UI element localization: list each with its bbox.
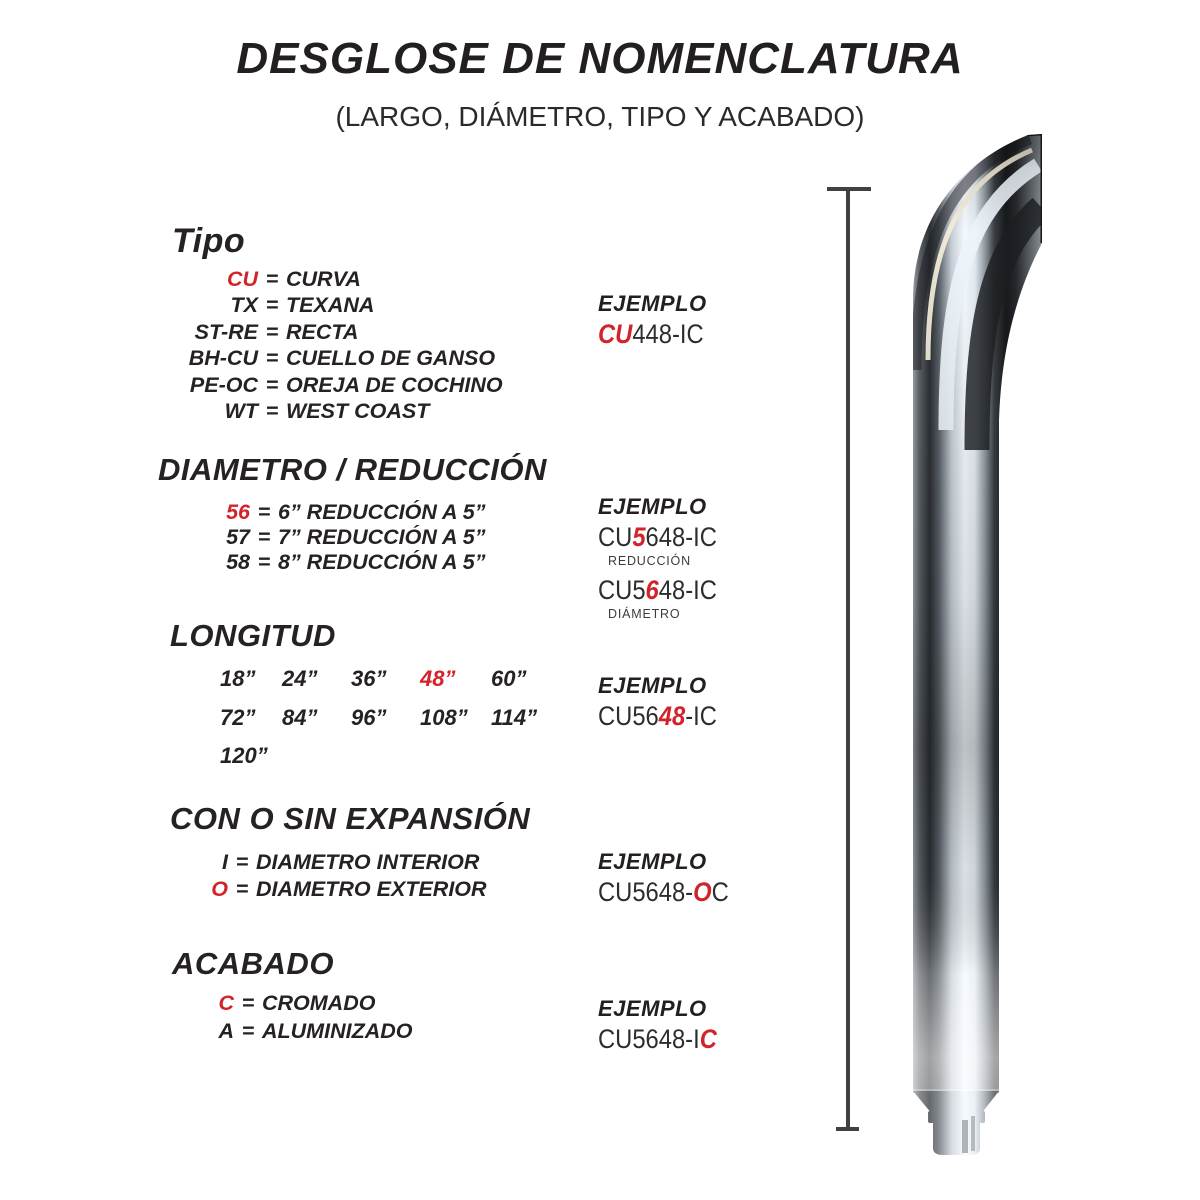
page-subtitle: (LARGO, DIÁMETRO, TIPO Y ACABADO) (335, 101, 865, 132)
example-caption-diametro: DIÁMETRO (608, 607, 681, 621)
length-value: 24” (282, 666, 318, 691)
example-label: EJEMPLO (598, 673, 707, 698)
equals-sign: = (265, 293, 279, 318)
section-heading-tipo: Tipo (172, 222, 246, 260)
length-value: 114” (491, 704, 538, 730)
example-block-diametro (598, 494, 733, 628)
diametro-code: 58 (226, 550, 250, 574)
tipo-row (170, 266, 503, 292)
example-code (598, 319, 704, 350)
example-code (598, 575, 717, 606)
example-code-highlight: CU (598, 319, 633, 349)
equals-sign: = (257, 500, 271, 524)
diametro-code: 56 (226, 500, 250, 524)
tipo-row (170, 345, 503, 371)
example-code-highlight: C (699, 1024, 717, 1054)
section-heading-diametro: DIAMETRO / REDUCCIÓN (158, 452, 547, 487)
example-code-pre: CU5648-I (598, 1024, 700, 1054)
acabado-desc: ALUMINIZADO (262, 1019, 413, 1043)
example-label: EJEMPLO (598, 291, 707, 316)
equals-sign: = (241, 991, 255, 1015)
example-code-rest: C (711, 877, 729, 907)
diametro-row (170, 500, 485, 525)
page-title: DESGLOSE DE NOMENCLATURA (236, 34, 964, 83)
expansion-row (170, 876, 487, 903)
length-value: 36” (351, 666, 387, 691)
example-label: EJEMPLO (598, 849, 707, 874)
exhaust-stack-illustration (905, 128, 1050, 1160)
example-code-rest: 48-IC (658, 575, 717, 605)
tipo-desc: RECTA (286, 319, 359, 344)
equals-sign: = (265, 267, 279, 291)
longitud-values-grid (220, 660, 561, 776)
acabado-row (170, 989, 412, 1017)
example-code-rest: -IC (685, 701, 717, 731)
equals-sign: = (235, 877, 249, 901)
example-block-acabado (598, 996, 733, 1055)
tipo-code: BH-CU (188, 346, 258, 371)
equals-sign: = (265, 372, 279, 397)
example-code-pre: CU (598, 522, 633, 552)
example-code (598, 701, 717, 732)
example-code (598, 1024, 717, 1055)
length-value-highlighted: 48” (420, 666, 456, 691)
example-block-tipo (598, 291, 718, 350)
tipo-code: PE-OC (189, 372, 258, 397)
equals-sign: = (241, 1019, 255, 1043)
example-code (598, 522, 717, 553)
equals-sign: = (265, 346, 279, 371)
diametro-desc: 8” REDUCCIÓN A 5” (278, 550, 486, 574)
example-caption-reduccion: REDUCCIÓN (608, 554, 691, 568)
equals-sign: = (265, 319, 279, 344)
example-code-rest: 648-IC (645, 522, 717, 552)
example-label: EJEMPLO (598, 996, 707, 1021)
expansion-desc: DIAMETRO EXTERIOR (256, 877, 487, 901)
diametro-desc: 6” REDUCCIÓN A 5” (278, 500, 486, 524)
pipe-bend-shading (905, 128, 1050, 1160)
tipo-desc: CUELLO DE GANSO (286, 346, 496, 371)
length-value: 18” (220, 666, 256, 691)
tipo-row (170, 372, 503, 398)
example-label: EJEMPLO (598, 494, 707, 519)
length-value: 60” (491, 666, 527, 691)
length-value: 120” (220, 743, 268, 768)
section-heading-expansion: CON O SIN EXPANSIÓN (170, 801, 531, 836)
length-value: 72” (220, 704, 256, 730)
example-code-highlight: 48 (658, 701, 686, 731)
expansion-desc: DIAMETRO INTERIOR (256, 850, 480, 874)
example-block-longitud (598, 673, 733, 732)
tipo-row (170, 292, 503, 318)
equals-sign: = (257, 525, 271, 549)
tipo-code: CU (226, 267, 258, 291)
tipo-code: TX (230, 293, 258, 318)
example-code-pre: CU5648- (598, 877, 694, 907)
acabado-desc: CROMADO (262, 991, 376, 1015)
tipo-desc: TEXANA (286, 293, 375, 318)
example-code-pre: CU5 (598, 575, 646, 605)
diametro-definition-list (170, 500, 485, 575)
tipo-row (170, 398, 503, 424)
example-code-highlight: 5 (632, 522, 646, 552)
length-measure-line (846, 189, 850, 1130)
length-value: 84” (282, 704, 318, 730)
tipo-desc: CURVA (286, 267, 361, 291)
equals-sign: = (257, 550, 271, 574)
section-heading-acabado: ACABADO (172, 946, 334, 981)
expansion-definition-list (170, 849, 487, 903)
tipo-code: WT (224, 399, 258, 424)
acabado-code: C (218, 991, 234, 1015)
pipe-reducer (908, 1089, 1006, 1159)
expansion-code: O (211, 877, 228, 901)
example-code-highlight: 6 (645, 575, 659, 605)
equals-sign: = (265, 399, 279, 424)
tipo-row (170, 319, 503, 345)
expansion-code: I (222, 850, 228, 874)
diametro-code: 57 (226, 525, 250, 549)
example-block-expansion (598, 849, 747, 908)
length-measure-tick-bottom (836, 1127, 859, 1131)
equals-sign: = (235, 850, 249, 874)
tipo-desc: OREJA DE COCHINO (286, 372, 503, 397)
diametro-desc: 7” REDUCCIÓN A 5” (278, 525, 486, 549)
tipo-code: ST-RE (194, 319, 258, 344)
acabado-code: A (218, 1019, 234, 1043)
example-code-pre: CU56 (598, 701, 659, 731)
diametro-row (170, 550, 485, 575)
tipo-desc: WEST COAST (286, 399, 430, 424)
length-measure-tick-top (827, 187, 871, 191)
expansion-row (170, 849, 487, 876)
acabado-row (170, 1017, 412, 1045)
example-code (598, 877, 729, 908)
length-value: 96” (351, 704, 387, 730)
example-code-highlight: O (693, 877, 712, 907)
example-code-rest: 448-IC (632, 319, 704, 349)
tipo-definition-list (170, 266, 503, 424)
section-heading-longitud: LONGITUD (170, 618, 336, 653)
acabado-definition-list (170, 989, 412, 1045)
diametro-row (170, 525, 485, 550)
length-value: 108” (420, 704, 468, 730)
